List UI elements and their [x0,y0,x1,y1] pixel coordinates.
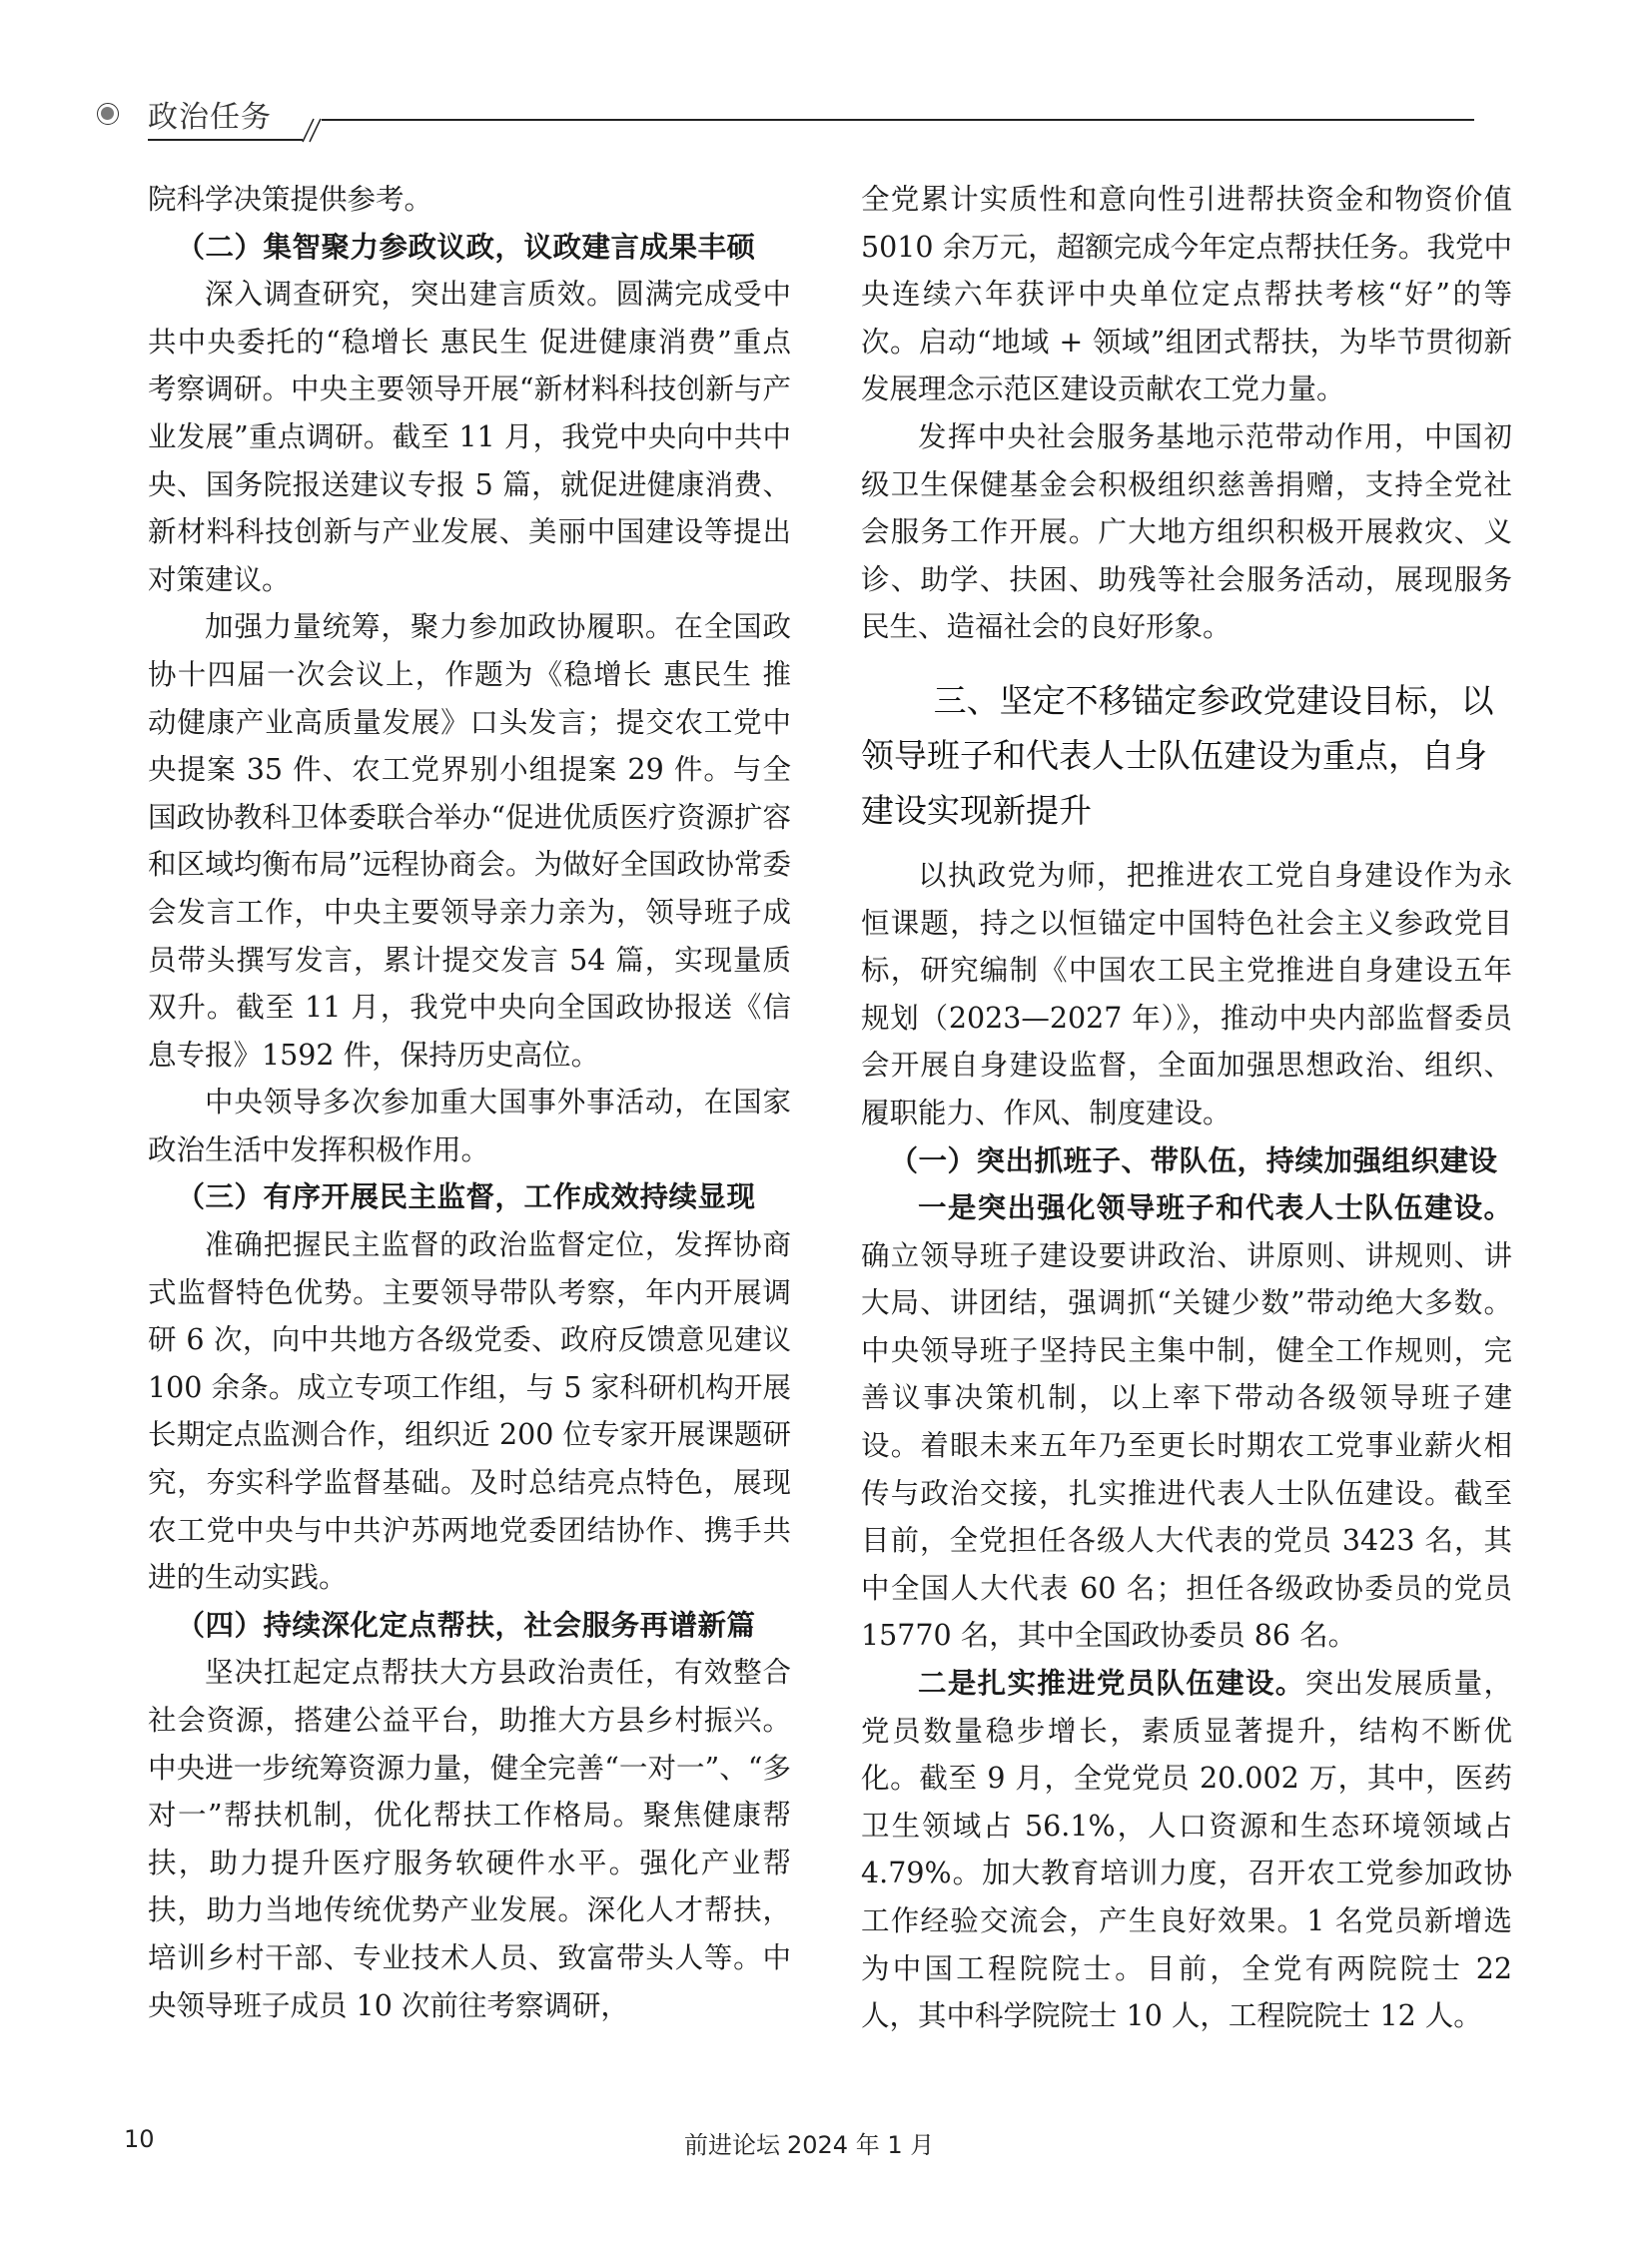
bullseye-icon [97,103,119,125]
journal-name: 前进论坛 [684,2131,780,2159]
section-label: 政治任务 [148,100,272,135]
paragraph: 以执政党为师，把推进农工党自身建设作为永恒课题，持之以恒锚定中国特色社会主义参政党目标，研究编制《中国农工民主党推进自身建设五年规划（2023—2027 年）》，推动中央内部监督委员会开展自身建设监督，全面加强思想政治、组织、履职能力、作风、制度建设。 [861,858,1512,1129]
paragraph-lead: 二是扎实推进党员队伍建设。 [918,1666,1305,1701]
subsection-heading: （四）持续深化定点帮扶，社会服务再谱新篇 [176,1607,756,1642]
page-footer [0,2125,1652,2165]
page-number: 10 [124,2125,155,2153]
section-title [861,673,1512,838]
paragraph: 深入调查研究，突出建言质效。圆满完成受中共中央委托的“稳增长 惠民生 促进健康消费”重点考察调研。中央主要领导开展“新材料科技创新与产业发展”重点调研。截至 11 月，我党中央向中共中央、国务院报送建议专报 5 篇，就促进健康消费、新材料科技创新与产业发展、美丽中国建设等提出对策建议。 [148,278,791,596]
header-rule-right [322,119,1474,121]
page-header [0,0,1652,170]
paragraph-lead: 一是突出强化领导班子和代表人士队伍建设。 [918,1190,1512,1225]
paragraph: 中央领导多次参加重大国事外事活动，在国家政治生活中发挥积极作用。 [148,1086,791,1166]
section-title-line: 建设实现新提升 [861,790,1092,830]
subsection-heading: （三）有序开展民主监督，工作成效持续显现 [176,1179,756,1214]
paragraph: 全党累计实质性和意向性引进帮扶资金和物资价值 5010 余万元，超额完成今年定点帮扶任务。我党中央连续六年获评中央单位定点帮扶考核“好”的等次。启动“地域 + 领域”组团式帮扶，为毕节贯彻新发展理念示范区建设贡献农工党力量。 [861,183,1512,406]
paragraph [861,1660,1512,2040]
paragraph: 准确把握民主监督的政治监督定位，发挥协商式监督特色优势。主要领导带队考察，年内开展调研 6 次，向中共地方各级党委、政府反馈意见建议 100 余条。成立专项工作组，与 5 家科研机构开展长期定点监测合作，组织近 200 位专家开展课题研究，夯实科学监督基础。及时总结亮点特色，展现农工党中央与中共沪苏两地党委团结协作、携手共进的生动实践。 [148,1228,791,1595]
paragraph: 发挥中央社会服务基地示范带动作用，中国初级卫生保健基金会积极组织慈善捐赠，支持全党社会服务工作开展。广大地方组织积极开展救灾、义诊、助学、扶困、助残等社会服务活动，展现服务民生、造福社会的良好形象。 [861,419,1512,644]
issue-date: 2024 年 1 月 [787,2131,935,2159]
paragraph: 坚决扛起定点帮扶大方县政治责任，有效整合社会资源，搭建公益平台，助推大方县乡村振兴。中央进一步统筹资源力量，健全完善“一对一”、“多对一”帮扶机制，优化帮扶工作格局。聚焦健康帮扶，助力提升医疗服务软硬件水平。强化产业帮扶，助力当地传统优势产业发展。深化人才帮扶，培训乡村干部、专业技术人员、致富带头人等。中央领导班子成员 10 次前往考察调研， [148,1656,791,2022]
paragraph-body: 突出发展质量，党员数量稳步增长，素质显著提升，结构不断优化。截至 9 月，全党党员 20.002 万，其中，医药卫生领域占 56.1%，人口资源和生态环境领域占 4.79%。加大教育培训力度，召开农工党参加政协工作经验交流会，产生良好效果。1 名党员新增选为中国工程院院士。目前，全党有两院院士 22 人，其中科学院院士 10 人，工程院院士 12 人。 [861,1667,1512,2033]
header-rule-left [148,139,303,141]
left-column [148,176,791,2029]
subsection-heading: （二）集智聚力参政议政，议政建言成果丰硕 [176,229,756,264]
paragraph [861,1184,1512,1660]
section-title-line: 三、坚定不移锚定参政党建设目标，以 [933,680,1494,720]
right-column [861,176,1512,2040]
section-title-line: 领导班子和代表人士队伍建设为重点，自身 [861,735,1487,775]
paragraph: 加强力量统筹，聚力参加政协履职。在全国政协十四届一次会议上，作题为《稳增长 惠民生 推动健康产业高质量发展》口头发言；提交农工党中央提案 35 件、农工党界别小组提案 29 件。与全国政协教科卫体委联合举办“促进优质医疗资源扩容和区域均衡布局”远程协商会。为做好全国政协常委会发言工作，中央主要领导亲力亲为，领导班子成员带头撰写发言，累计提交发言 54 篇，实现量质双升。截至 11 月，我党中央向全国政协报送《信息专报》1592 件，保持历史高位。 [148,610,791,1072]
subsection-heading: （一）突出抓班子、带队伍，持续加强组织建设 [889,1142,1498,1177]
paragraph-body: 确立领导班子建设要讲政治、讲原则、讲规则、讲大局、讲团结，强调抓“关键少数”带动绝大多数。中央领导班子坚持民主集中制，健全工作规则，完善议事决策机制，以上率下带动各级领导班子建设。着眼未来五年乃至更长时期农工党事业薪火相传与政治交接，扎实推进代表人士队伍建设。截至目前，全党担任各级人大代表的党员 3423 名，其中全国人大代表 60 名；担任各级政协委员的党员 15770 名，其中全国政协委员 86 名。 [861,1238,1512,1653]
paragraph: 院科学决策提供参考。 [148,183,433,216]
